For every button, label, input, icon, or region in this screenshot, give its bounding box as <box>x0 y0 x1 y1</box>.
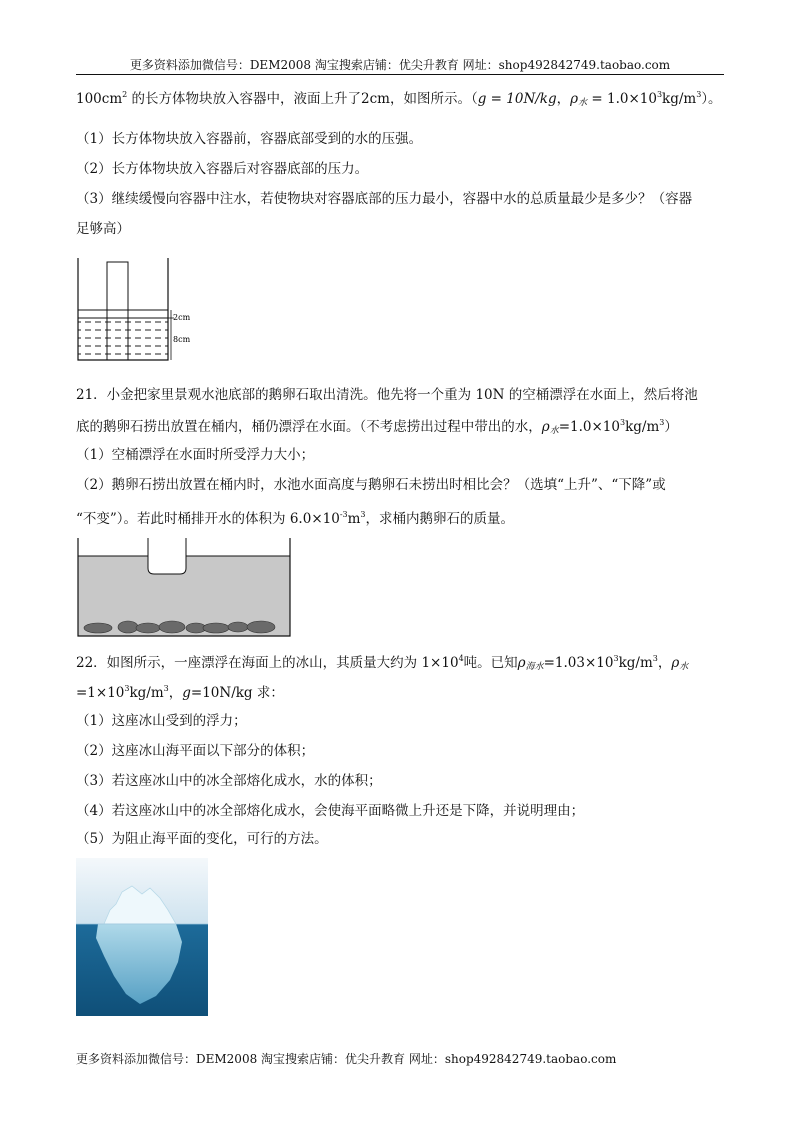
q22-rho-sea-unit: kg/m <box>618 655 653 671</box>
q22-rho-sea-unit-exp: 3 <box>652 654 658 663</box>
q20-sub1: （1）长方体物块放入容器前，容器底部受到的水的压强。 <box>76 131 423 147</box>
q20-sep: ， <box>556 91 571 107</box>
pebble <box>136 623 160 633</box>
q22-g: g <box>182 685 191 701</box>
q22-rho-sea-sub: 海水 <box>525 662 544 672</box>
q22-rho-water-unit-exp: 3 <box>163 684 169 693</box>
q22-mass-text: 22．如图所示，一座漂浮在海面上的冰山，其质量大约为 1×10 <box>76 655 459 671</box>
q22-rho-sea: ρ <box>517 655 526 671</box>
pebble <box>84 623 112 633</box>
q20-rho-exp: 3 <box>656 90 663 99</box>
q22-sub4: （4）若这座冰山中的冰全部熔化成水，会使海平面略微上升还是下降，并说明理由； <box>76 803 585 819</box>
q21-volume-unit-exp: 3 <box>360 510 366 519</box>
q22-rho-sea-exp: 3 <box>613 654 619 663</box>
q20-sub2: （2）长方体物块放入容器后对容器底部的压力。 <box>76 161 369 177</box>
q21-volume-text: “不变”）。若此时桶排开水的体积为 6.0×10 <box>76 511 340 527</box>
page-footer: 更多资料添加微信号：DEM2008 淘宝搜索店铺：优尖升教育 网址：shop492842749.taobao.com <box>76 1052 617 1066</box>
q22-mass-exp: 4 <box>458 654 464 663</box>
iceberg-figure <box>76 858 208 1016</box>
q21-rho-exp: 3 <box>619 418 626 427</box>
q20-rho-unit-exp: 3 <box>696 90 702 99</box>
water-fill <box>78 318 168 360</box>
q21-sub2b <box>76 506 726 528</box>
q20-area-sup: 2 <box>122 90 128 99</box>
q22-rho-water: ρ <box>671 655 680 671</box>
q21-volume-unit: m <box>347 511 361 527</box>
q22-sub3: （3）若这座冰山中的冰全部熔化成水，水的体积； <box>76 773 382 789</box>
q22-sub1: （1）这座冰山受到的浮力； <box>76 713 247 729</box>
pebble <box>228 622 248 632</box>
q22-rho-water-unit: kg/m <box>129 685 164 701</box>
q21-rho: ρ <box>541 419 550 435</box>
q22-line1 <box>76 650 726 676</box>
q20-sub3a: （3）继续缓慢向容器中注水，若使物块对容器底部的压力最小，容器中水的总质量最少是多少？（容器 <box>76 191 693 207</box>
pool-figure <box>76 536 294 638</box>
q22-rho-water-sub: 水 <box>679 662 689 672</box>
q21-line2-end: ） <box>664 419 678 435</box>
q22-sub5: （5）为阻止海平面的变化，可行的方法。 <box>76 831 328 847</box>
q20-rho-val: = 1.0×10 <box>587 91 657 107</box>
page-header: 更多资料添加微信号：DEM2008 淘宝搜索店铺：优尖升教育 网址：shop492842749.taobao.com <box>129 58 671 72</box>
q20-area: 100cm <box>76 91 123 107</box>
q20-rho: ρ <box>570 91 579 107</box>
pebble <box>159 621 185 633</box>
q21-line2 <box>76 414 726 440</box>
q20-line1-text: 的长方体物块放入容器中，液面上升了2cm，如图所示。（ <box>127 91 478 107</box>
q21-line2-text: 底的鹅卵石捞出放置在桶内，桶仍漂浮在水面。（不考虑捞出过程中带出的水， <box>76 419 542 435</box>
q22-g-val: =10N/kg 求： <box>190 685 284 701</box>
q21-sub2: （2）鹅卵石捞出放置在桶内时，水池水面高度与鹅卵石未捞出时相比会？（选填“上升”、“下降”或 <box>76 477 666 493</box>
q21-rho-unit: kg/m <box>625 419 660 435</box>
pebble <box>118 621 138 633</box>
q22-rho-sea-val: =1.03×10 <box>543 655 614 671</box>
q22-comma2: ， <box>168 685 183 701</box>
q20-rho-unit: kg/m <box>662 91 697 107</box>
q21-sub2b-end: ，求桶内鹅卵石的质量。 <box>365 511 515 527</box>
pebble <box>247 621 275 633</box>
q20-line1 <box>76 86 726 112</box>
q22-line2 <box>76 680 726 702</box>
q20-g-expr: g = 10N/kg <box>477 91 557 107</box>
q22-known-text: 吨。已知 <box>463 655 518 671</box>
header-divider <box>76 74 724 75</box>
pebble <box>203 623 229 633</box>
q22-rho-water-exp: 3 <box>124 684 130 693</box>
q21-volume-exp: -3 <box>339 510 348 519</box>
q22-rho-water-val: =1×10 <box>76 685 125 701</box>
q22-comma: ， <box>657 655 672 671</box>
bucket <box>148 538 186 574</box>
q21-rho-val: =1.0×10 <box>558 419 620 435</box>
q22-sub2: （2）这座冰山海平面以下部分的体积； <box>76 743 315 759</box>
container-figure <box>74 254 204 366</box>
q21-sub1: （1）空桶漂浮在水面时所受浮力大小； <box>76 447 315 463</box>
q20-line1-end: ）。 <box>701 91 722 107</box>
q21-line1: 21．小金把家里景观水池底部的鹅卵石取出清洗。他先将一个重为 10N 的空桶漂浮在水面上，然后将池 <box>76 387 698 403</box>
label-2cm: 2cm <box>173 313 191 322</box>
label-8cm: 8cm <box>173 335 191 344</box>
q20-sub3b: 足够高） <box>76 221 130 237</box>
q20-rho-sub: 水 <box>578 98 588 108</box>
q21-rho-sub: 水 <box>549 426 559 436</box>
q21-rho-unit-exp: 3 <box>659 418 665 427</box>
